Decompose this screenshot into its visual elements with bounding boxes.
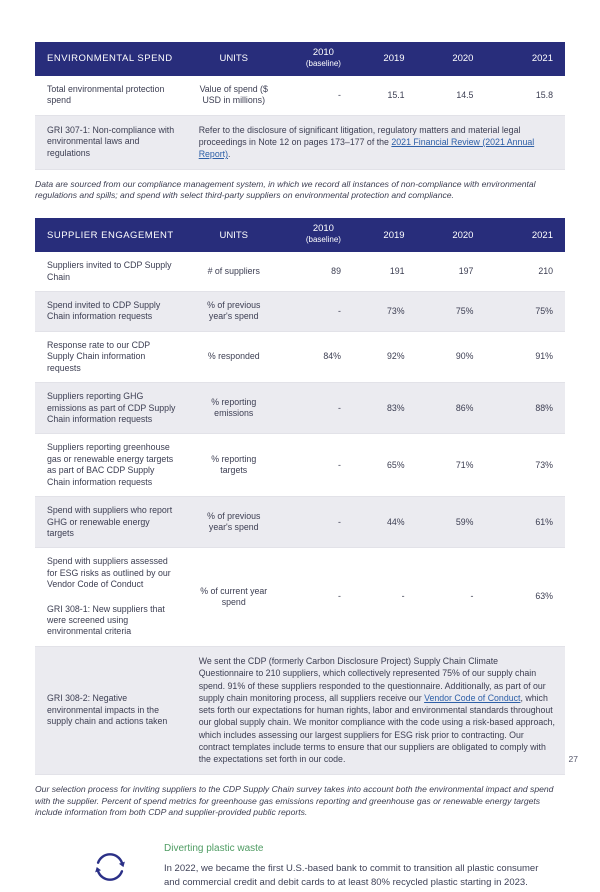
table-row [35, 331, 565, 382]
gri-text-before: We sent the CDP (formerly Carbon Disclosure Project) Supply Chain Climate Questionnaire to 210 suppliers, which collectively represented 75% of our supply chain spend. 91% of these suppliers responded to the questionnaire. Additionally, as part of our supply chain monitoring process, all suppliers receive our [198, 655, 546, 703]
vendor-code-of-conduct-link[interactable]: Vendor Code of Conduct [424, 692, 521, 703]
column-header-2010-baseline: 2010 (baseline) [279, 218, 353, 252]
value-cell: 191 [353, 252, 417, 291]
value-cell: 89 [279, 252, 353, 291]
recycle-icon [90, 843, 130, 892]
value-cell: - [279, 383, 353, 434]
metric-cell: Spend with suppliers who report GHG or renewable energy targets [35, 497, 189, 548]
metric-cell: Suppliers reporting greenhouse gas or renewable energy targets as part of BAC CDP Supply Chain information requests [35, 434, 189, 497]
value-cell: 73% [353, 292, 417, 332]
column-header-units: UNITS [189, 42, 279, 76]
value-cell: 88% [485, 383, 565, 434]
column-header-units: UNITS [189, 218, 279, 252]
table-row [35, 292, 565, 332]
callout-title: Diverting plastic waste [164, 843, 264, 855]
environmental-spend-table [35, 42, 565, 170]
value-cell: - [279, 497, 353, 548]
supplier-engagement-table [35, 218, 565, 774]
column-header-2020: 2020 [417, 218, 486, 252]
value-cell: 71% [417, 434, 486, 497]
value-cell: 197 [417, 252, 486, 291]
table-row [35, 548, 565, 647]
value-cell: 210 [485, 252, 565, 291]
column-header-2019: 2019 [353, 218, 417, 252]
column-header-2010-baseline: 2010 (baseline) [279, 42, 353, 76]
units-cell: Value of spend ($ USD in millions) [189, 76, 279, 115]
value-cell: 61% [485, 497, 565, 548]
table-header-row [35, 218, 565, 252]
value-cell: 75% [485, 292, 565, 332]
metric-line-2: GRI 308-1: New suppliers that were screened using environmental criteria [47, 603, 165, 637]
table-header-row [35, 42, 565, 76]
units-cell: % reporting emissions [189, 383, 279, 434]
units-cell: % of previous year's spend [189, 497, 279, 548]
value-cell: - [417, 548, 486, 647]
column-header-2020: 2020 [417, 42, 486, 76]
financial-review-link[interactable]: 2021 Financial Review (2021 Annual Report) [198, 137, 535, 160]
metric-line-1: Spend with suppliers assessed for ESG risks as outlined by our Vendor Code of Conduct [47, 556, 171, 590]
table-row [35, 383, 565, 434]
metric-cell: GRI 307-1: Non-compliance with environmental laws and regulations [35, 115, 189, 169]
metric-cell: Total environmental protection spend [35, 76, 189, 115]
value-cell: 84% [279, 331, 353, 382]
table-title: SUPPLIER ENGAGEMENT [35, 218, 189, 252]
value-cell: 65% [353, 434, 417, 497]
value-cell: 73% [485, 434, 565, 497]
table-row [35, 76, 565, 115]
metric-cell: Spend invited to CDP Supply Chain information requests [35, 292, 189, 332]
value-cell: - [279, 434, 353, 497]
footnote-environmental-spend: Data are sourced from our compliance management system, in which we record all instances of non-compliance with environmental regulations and spills; and spend with select third-party suppliers on environmental protection and compliance. [35, 178, 536, 201]
value-cell: - [279, 548, 353, 647]
gri-text-after: . [228, 149, 231, 160]
table-row-gri-307-1 [35, 115, 565, 169]
units-cell: % reporting targets [189, 434, 279, 497]
table-row-gri-308-2 [35, 646, 565, 774]
value-cell: 75% [417, 292, 486, 332]
metric-cell: GRI 308-2: Negative environmental impacts in the supply chain and actions taken [35, 646, 189, 774]
value-cell: 90% [417, 331, 486, 382]
value-cell: 86% [417, 383, 486, 434]
callout-body: In 2022, we became the first U.S.-based bank to commit to transition all plastic consumer and commercial credit and debit cards to at least 80% recycled plastic starting in 2023. [164, 863, 539, 889]
value-cell: 59% [417, 497, 486, 548]
value-cell: 63% [485, 548, 565, 647]
table-row [35, 497, 565, 548]
gri-text-before: Refer to the disclosure of significant litigation, regulatory matters and material legal proceedings in Note 12 on pages 173–177 of the [198, 124, 521, 147]
value-cell: 15.1 [353, 76, 417, 115]
gri-text-after: , which sets forth our expectations for human rights, labor and environmental standards throughout our global supply chain. We monitor compliance with the code using a risk-based approach, which includes assessing our largest suppliers for ESG risk prior to contracting. Our contract templates include terms to ensure that our suppliers are obligated to comply with the expectations set forth in our code. [198, 692, 555, 765]
column-header-2021: 2021 [485, 218, 565, 252]
value-cell: 91% [485, 331, 565, 382]
column-header-2021: 2021 [485, 42, 565, 76]
metric-cell: Response rate to our CDP Supply Chain information requests [35, 331, 189, 382]
units-cell: % of previous year's spend [189, 292, 279, 332]
table-title: ENVIRONMENTAL SPEND [35, 42, 189, 76]
value-cell: 14.5 [417, 76, 486, 115]
value-cell: - [279, 292, 353, 332]
callout-diverting-plastic-waste [90, 843, 565, 892]
gri-disclosure-cell [189, 115, 565, 169]
units-cell: % responded [189, 331, 279, 382]
units-cell: % of current year spend [189, 548, 279, 647]
value-cell: 15.8 [485, 76, 565, 115]
value-cell: - [279, 76, 353, 115]
metric-cell: Suppliers reporting GHG emissions as part of CDP Supply Chain information requests [35, 383, 189, 434]
units-cell: # of suppliers [189, 252, 279, 291]
value-cell: 83% [353, 383, 417, 434]
metric-cell: Suppliers invited to CDP Supply Chain [35, 252, 189, 291]
table-row [35, 252, 565, 291]
callout-text [164, 843, 549, 890]
table-row [35, 434, 565, 497]
gri-disclosure-cell [189, 646, 565, 774]
value-cell: - [353, 548, 417, 647]
column-header-2019: 2019 [353, 42, 417, 76]
value-cell: 44% [353, 497, 417, 548]
value-cell: 92% [353, 331, 417, 382]
footnote-supplier-engagement: Our selection process for inviting suppliers to the CDP Supply Chain survey takes into account both the environmental impact and spend with the supplier. Percent of spend metrics for greenhouse gas emissions reporting and greenhouse gas or renewable energy targets include information from both CDP and supplier-provided public reports. [35, 783, 554, 818]
page-number: 27 [568, 754, 578, 764]
metric-cell [35, 548, 189, 647]
